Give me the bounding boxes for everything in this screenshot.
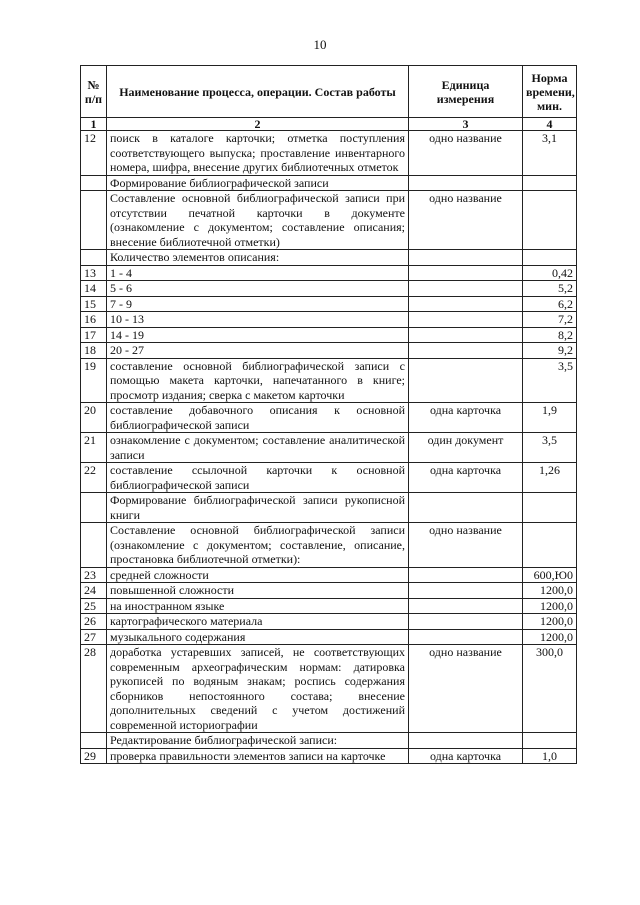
column-number: 1 (81, 118, 107, 131)
table-row (81, 733, 577, 749)
time-norm: 3,1 (523, 131, 577, 176)
table-row (81, 748, 577, 764)
measurement-unit (409, 598, 523, 614)
page-number: 10 (313, 37, 327, 52)
time-norm: 1200,0 (523, 629, 577, 645)
row-number: 19 (81, 358, 107, 403)
row-number: 13 (81, 265, 107, 281)
time-norm: 0,42 (523, 265, 577, 281)
measurement-unit (409, 250, 523, 266)
operation-description: составление основной библиографической записи с помощью макета карточки, напечатанного в книге; просмотр издания; сверка с макетом карточки (107, 358, 409, 403)
measurement-unit: один документ (409, 433, 523, 463)
row-number (81, 175, 107, 191)
column-number-row (81, 118, 577, 131)
time-norms-table (80, 65, 577, 764)
measurement-unit (409, 567, 523, 583)
operation-description: доработка устаревших записей, не соответствующих современным археографическим нормам: датировка рукописей по водяным знакам; роспись содержания сборников непостоянного состава; внесение дополнительных сведений с учетом достижений современной историографии (107, 645, 409, 733)
measurement-unit: одно название (409, 191, 523, 250)
operation-description: Формирование библиографической записи (107, 175, 409, 191)
row-number: 24 (81, 583, 107, 599)
operation-description: поиск в каталоге карточки; отметка поступления соответствующего выпуска; проставление инвентарного номера, шифра, внесение других библиотечных отметок (107, 131, 409, 176)
time-norm: 1,0 (523, 748, 577, 764)
operation-description: 7 - 9 (107, 296, 409, 312)
operation-description: 10 - 13 (107, 312, 409, 328)
operation-description: 1 - 4 (107, 265, 409, 281)
row-number: 12 (81, 131, 107, 176)
table-row (81, 312, 577, 328)
table-row (81, 403, 577, 433)
time-norm (523, 733, 577, 749)
table-row (81, 250, 577, 266)
measurement-unit: одна карточка (409, 403, 523, 433)
operation-description: Составление основной библиографической записи (ознакомление с документом; составление, описание, простановка библиотечной отметки): (107, 523, 409, 568)
time-norm: 1,9 (523, 403, 577, 433)
column-number: 2 (107, 118, 409, 131)
table-row (81, 645, 577, 733)
time-norm: 300,0 (523, 645, 577, 733)
measurement-unit (409, 629, 523, 645)
table-row (81, 265, 577, 281)
table-row (81, 567, 577, 583)
measurement-unit: одна карточка (409, 748, 523, 764)
time-norm (523, 523, 577, 568)
table-row (81, 296, 577, 312)
operation-description: повышенной сложности (107, 583, 409, 599)
measurement-unit (409, 343, 523, 359)
time-norm: 600,Ю0 (523, 567, 577, 583)
table-row (81, 629, 577, 645)
table-row (81, 583, 577, 599)
operation-description: Количество элементов описания: (107, 250, 409, 266)
header-name: Наименование процесса, операции. Состав работы (107, 66, 409, 118)
table-row (81, 175, 577, 191)
row-number: 15 (81, 296, 107, 312)
measurement-unit (409, 614, 523, 630)
row-number (81, 191, 107, 250)
time-norm: 8,2 (523, 327, 577, 343)
time-norm (523, 250, 577, 266)
operation-description: составление добавочного описания к основной библиографической записи (107, 403, 409, 433)
column-number: 4 (523, 118, 577, 131)
table-body (81, 131, 577, 764)
operation-description: картографического материала (107, 614, 409, 630)
measurement-unit (409, 265, 523, 281)
table-header (81, 66, 577, 131)
operation-description: средней сложности (107, 567, 409, 583)
time-norm: 9,2 (523, 343, 577, 359)
row-number: 26 (81, 614, 107, 630)
operation-description: ознакомление с документом; составление аналитической записи (107, 433, 409, 463)
row-number (81, 493, 107, 523)
table-row (81, 358, 577, 403)
header-num: № п/п (81, 66, 107, 118)
row-number: 29 (81, 748, 107, 764)
table-row (81, 433, 577, 463)
operation-description: Редактирование библиографической записи: (107, 733, 409, 749)
time-norm: 1,26 (523, 463, 577, 493)
operation-description: на иностранном языке (107, 598, 409, 614)
table-row (81, 191, 577, 250)
table-row (81, 523, 577, 568)
row-number: 20 (81, 403, 107, 433)
column-number: 3 (409, 118, 523, 131)
measurement-unit (409, 358, 523, 403)
measurement-unit (409, 733, 523, 749)
operation-description: проверка правильности элементов записи на карточке (107, 748, 409, 764)
row-number: 28 (81, 645, 107, 733)
measurement-unit (409, 312, 523, 328)
measurement-unit: одна карточка (409, 463, 523, 493)
header-row (81, 66, 577, 118)
table-row (81, 327, 577, 343)
table-row (81, 463, 577, 493)
row-number: 21 (81, 433, 107, 463)
table-row (81, 598, 577, 614)
row-number: 16 (81, 312, 107, 328)
operation-description: музыкального содержания (107, 629, 409, 645)
time-norm (523, 175, 577, 191)
row-number: 18 (81, 343, 107, 359)
row-number (81, 523, 107, 568)
table-row (81, 131, 577, 176)
time-norm: 1200,0 (523, 598, 577, 614)
row-number (81, 733, 107, 749)
measurement-unit (409, 175, 523, 191)
measurement-unit (409, 583, 523, 599)
time-norm: 1200,0 (523, 583, 577, 599)
table-row (81, 343, 577, 359)
row-number: 27 (81, 629, 107, 645)
row-number: 22 (81, 463, 107, 493)
row-number: 14 (81, 281, 107, 297)
operation-description: 5 - 6 (107, 281, 409, 297)
operation-description: 14 - 19 (107, 327, 409, 343)
operation-description: Формирование библиографической записи рукописной книги (107, 493, 409, 523)
time-norm: 6,2 (523, 296, 577, 312)
measurement-unit (409, 281, 523, 297)
operation-description: составление ссылочной карточки к основной библиографической записи (107, 463, 409, 493)
measurement-unit (409, 327, 523, 343)
measurement-unit (409, 493, 523, 523)
time-norm (523, 493, 577, 523)
row-number: 23 (81, 567, 107, 583)
operation-description: 20 - 27 (107, 343, 409, 359)
time-norm: 3,5 (523, 358, 577, 403)
time-norm: 5,2 (523, 281, 577, 297)
time-norm: 1200,0 (523, 614, 577, 630)
row-number (81, 250, 107, 266)
header-unit: Единица измерения (409, 66, 523, 118)
measurement-unit: одно название (409, 131, 523, 176)
table-row (81, 614, 577, 630)
row-number: 17 (81, 327, 107, 343)
table-row (81, 281, 577, 297)
time-norm (523, 191, 577, 250)
header-norm: Норма времени, мин. (523, 66, 577, 118)
time-norm: 3,5 (523, 433, 577, 463)
row-number: 25 (81, 598, 107, 614)
measurement-unit: одно название (409, 523, 523, 568)
operation-description: Составление основной библиографической записи при отсутствии печатной карточки в документе (ознакомление с документом; составление описания; внесение библиотечной отметки) (107, 191, 409, 250)
table-row (81, 493, 577, 523)
measurement-unit: одно название (409, 645, 523, 733)
time-norm: 7,2 (523, 312, 577, 328)
measurement-unit (409, 296, 523, 312)
